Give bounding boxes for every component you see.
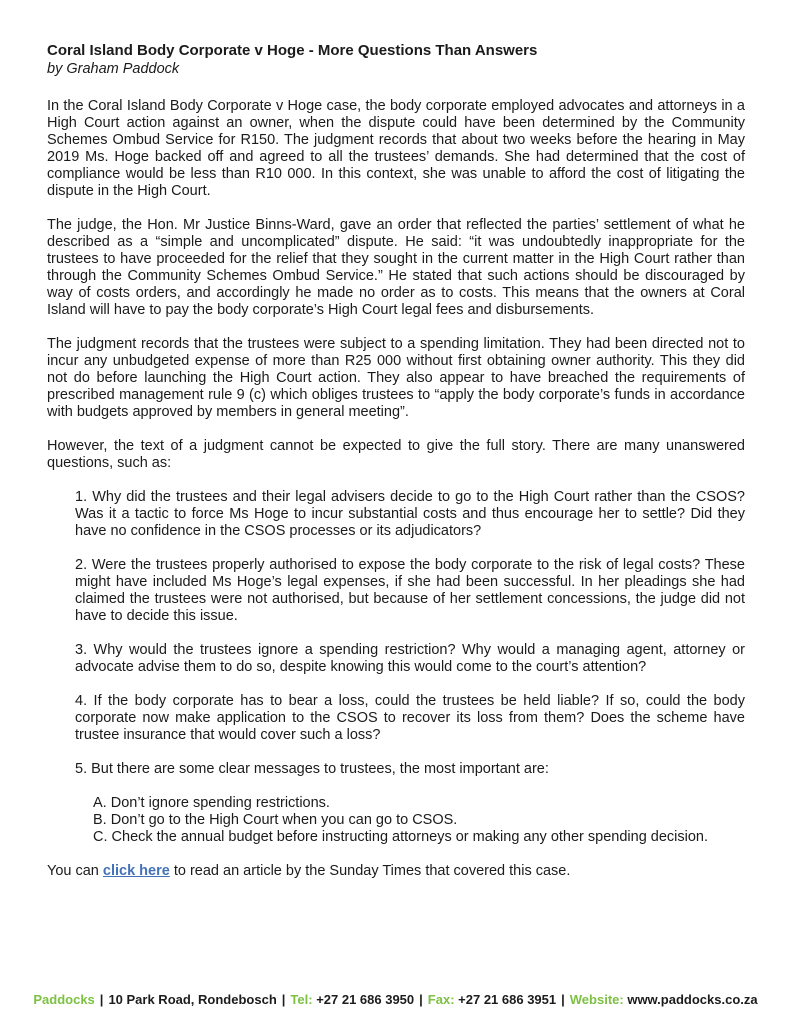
message-item-a: A. Don’t ignore spending restrictions. [93, 795, 330, 811]
paragraph-4: However, the text of a judgment cannot be expected to give the full story. There are many unanswered questions, such as: [47, 438, 745, 471]
question-item-2: 2. Were the trustees properly authorised to expose the body corporate to the risk of legal costs? These might have included Ms Hoge’s legal expenses, if she had been successful. In her pleadings she had claimed the trustees were not authorised, but because of her settlement concessions, the judge did not have to decide this issue. [75, 557, 745, 624]
closing-suffix: to read an article by the Sunday Times that covered this case. [169, 863, 571, 879]
message-item-b: B. Don’t go to the High Court when you can go to CSOS. [93, 812, 458, 828]
article-byline: by Graham Paddock [47, 61, 180, 77]
closing-prefix: You can [47, 863, 103, 879]
footer-separator: | [419, 992, 423, 1007]
footer-tel-label: Tel: [290, 992, 313, 1007]
footer-separator: | [561, 992, 565, 1007]
footer-address: 10 Park Road, Rondebosch [108, 992, 277, 1007]
footer-fax-value: +27 21 686 3951 [458, 992, 557, 1007]
article-title: Coral Island Body Corporate v Hoge - More Questions Than Answers [47, 42, 538, 59]
paragraph-3: The judgment records that the trustees were subject to a spending limitation. They had been directed not to incur any unbudgeted expense of more than R25 000 without first obtaining owner authority. This they did not do before launching the High Court action. They also appear to have breached the requirements of prescribed management rule 9 (c) which obliges trustees to “apply the body corporate’s funds in accordance with budgets approved by members in general meeting”. [47, 336, 745, 420]
click-here-link[interactable]: click here [102, 863, 170, 879]
footer-separator: | [281, 992, 286, 1007]
footer-separator: | [99, 992, 104, 1007]
paragraph-2: The judge, the Hon. Mr Justice Binns-Ward, gave an order that reflected the parties’ settlement of what he described as a “simple and uncomplicated” dispute. He said: “it was undoubtedly inappropriate for the trustees to have proceeded for the relief that they sought in the current matter in the High Court rather than through the Community Schemes Ombud Service.” He stated that such actions should be discouraged by way of costs orders, and accordingly he made no order as to costs. This means that the owners at Coral Island will have to pay the body corporate’s High Court legal fees and disbursements. [47, 217, 745, 318]
question-item-4: 4. If the body corporate has to bear a loss, could the trustees be held liable? If so, could the body corporate now make application to the CSOS to recover its loss from them? Does the scheme have trustee insurance that would cover such a loss? [75, 693, 745, 743]
footer-brand: Paddocks [33, 992, 95, 1007]
message-item-c: C. Check the annual budget before instructing attorneys or making any other spending decision. [93, 829, 709, 845]
question-item-5: 5. But there are some clear messages to trustees, the most important are: [75, 761, 549, 777]
closing-line [47, 863, 745, 880]
footer-tel-value: +27 21 686 3950 [316, 992, 415, 1007]
messages-list [47, 795, 745, 846]
question-item-3: 3. Why would the trustees ignore a spending restriction? Why would a managing agent, attorney or advocate advise them to do so, despite knowing this would come to the court’s attention? [75, 642, 745, 675]
footer-website-label: Website: [569, 992, 624, 1007]
question-item-1: 1. Why did the trustees and their legal advisers decide to go to the High Court rather than the CSOS? Was it a tactic to force Ms Hoge to incur substantial costs and thus encourage her to settle? Did they have no confidence in the CSOS processes or its adjudicators? [75, 489, 745, 539]
paragraph-1: In the Coral Island Body Corporate v Hoge case, the body corporate employed advocates and attorneys in a High Court action against an owner, when the dispute could have been determined by the Community Schemes Ombud Service for R150. The judgment records that about two weeks before the hearing in May 2019 Ms. Hoge backed off and agreed to all the trustees’ demands. She had determined that the cost of compliance would be less than R10 000. In this context, she was unable to afford the cost of litigating the dispute in the High Court. [47, 98, 745, 199]
footer-website-value: www.paddocks.co.za [627, 992, 758, 1007]
page-footer [0, 992, 791, 1007]
footer-fax-label: Fax: [427, 992, 455, 1007]
